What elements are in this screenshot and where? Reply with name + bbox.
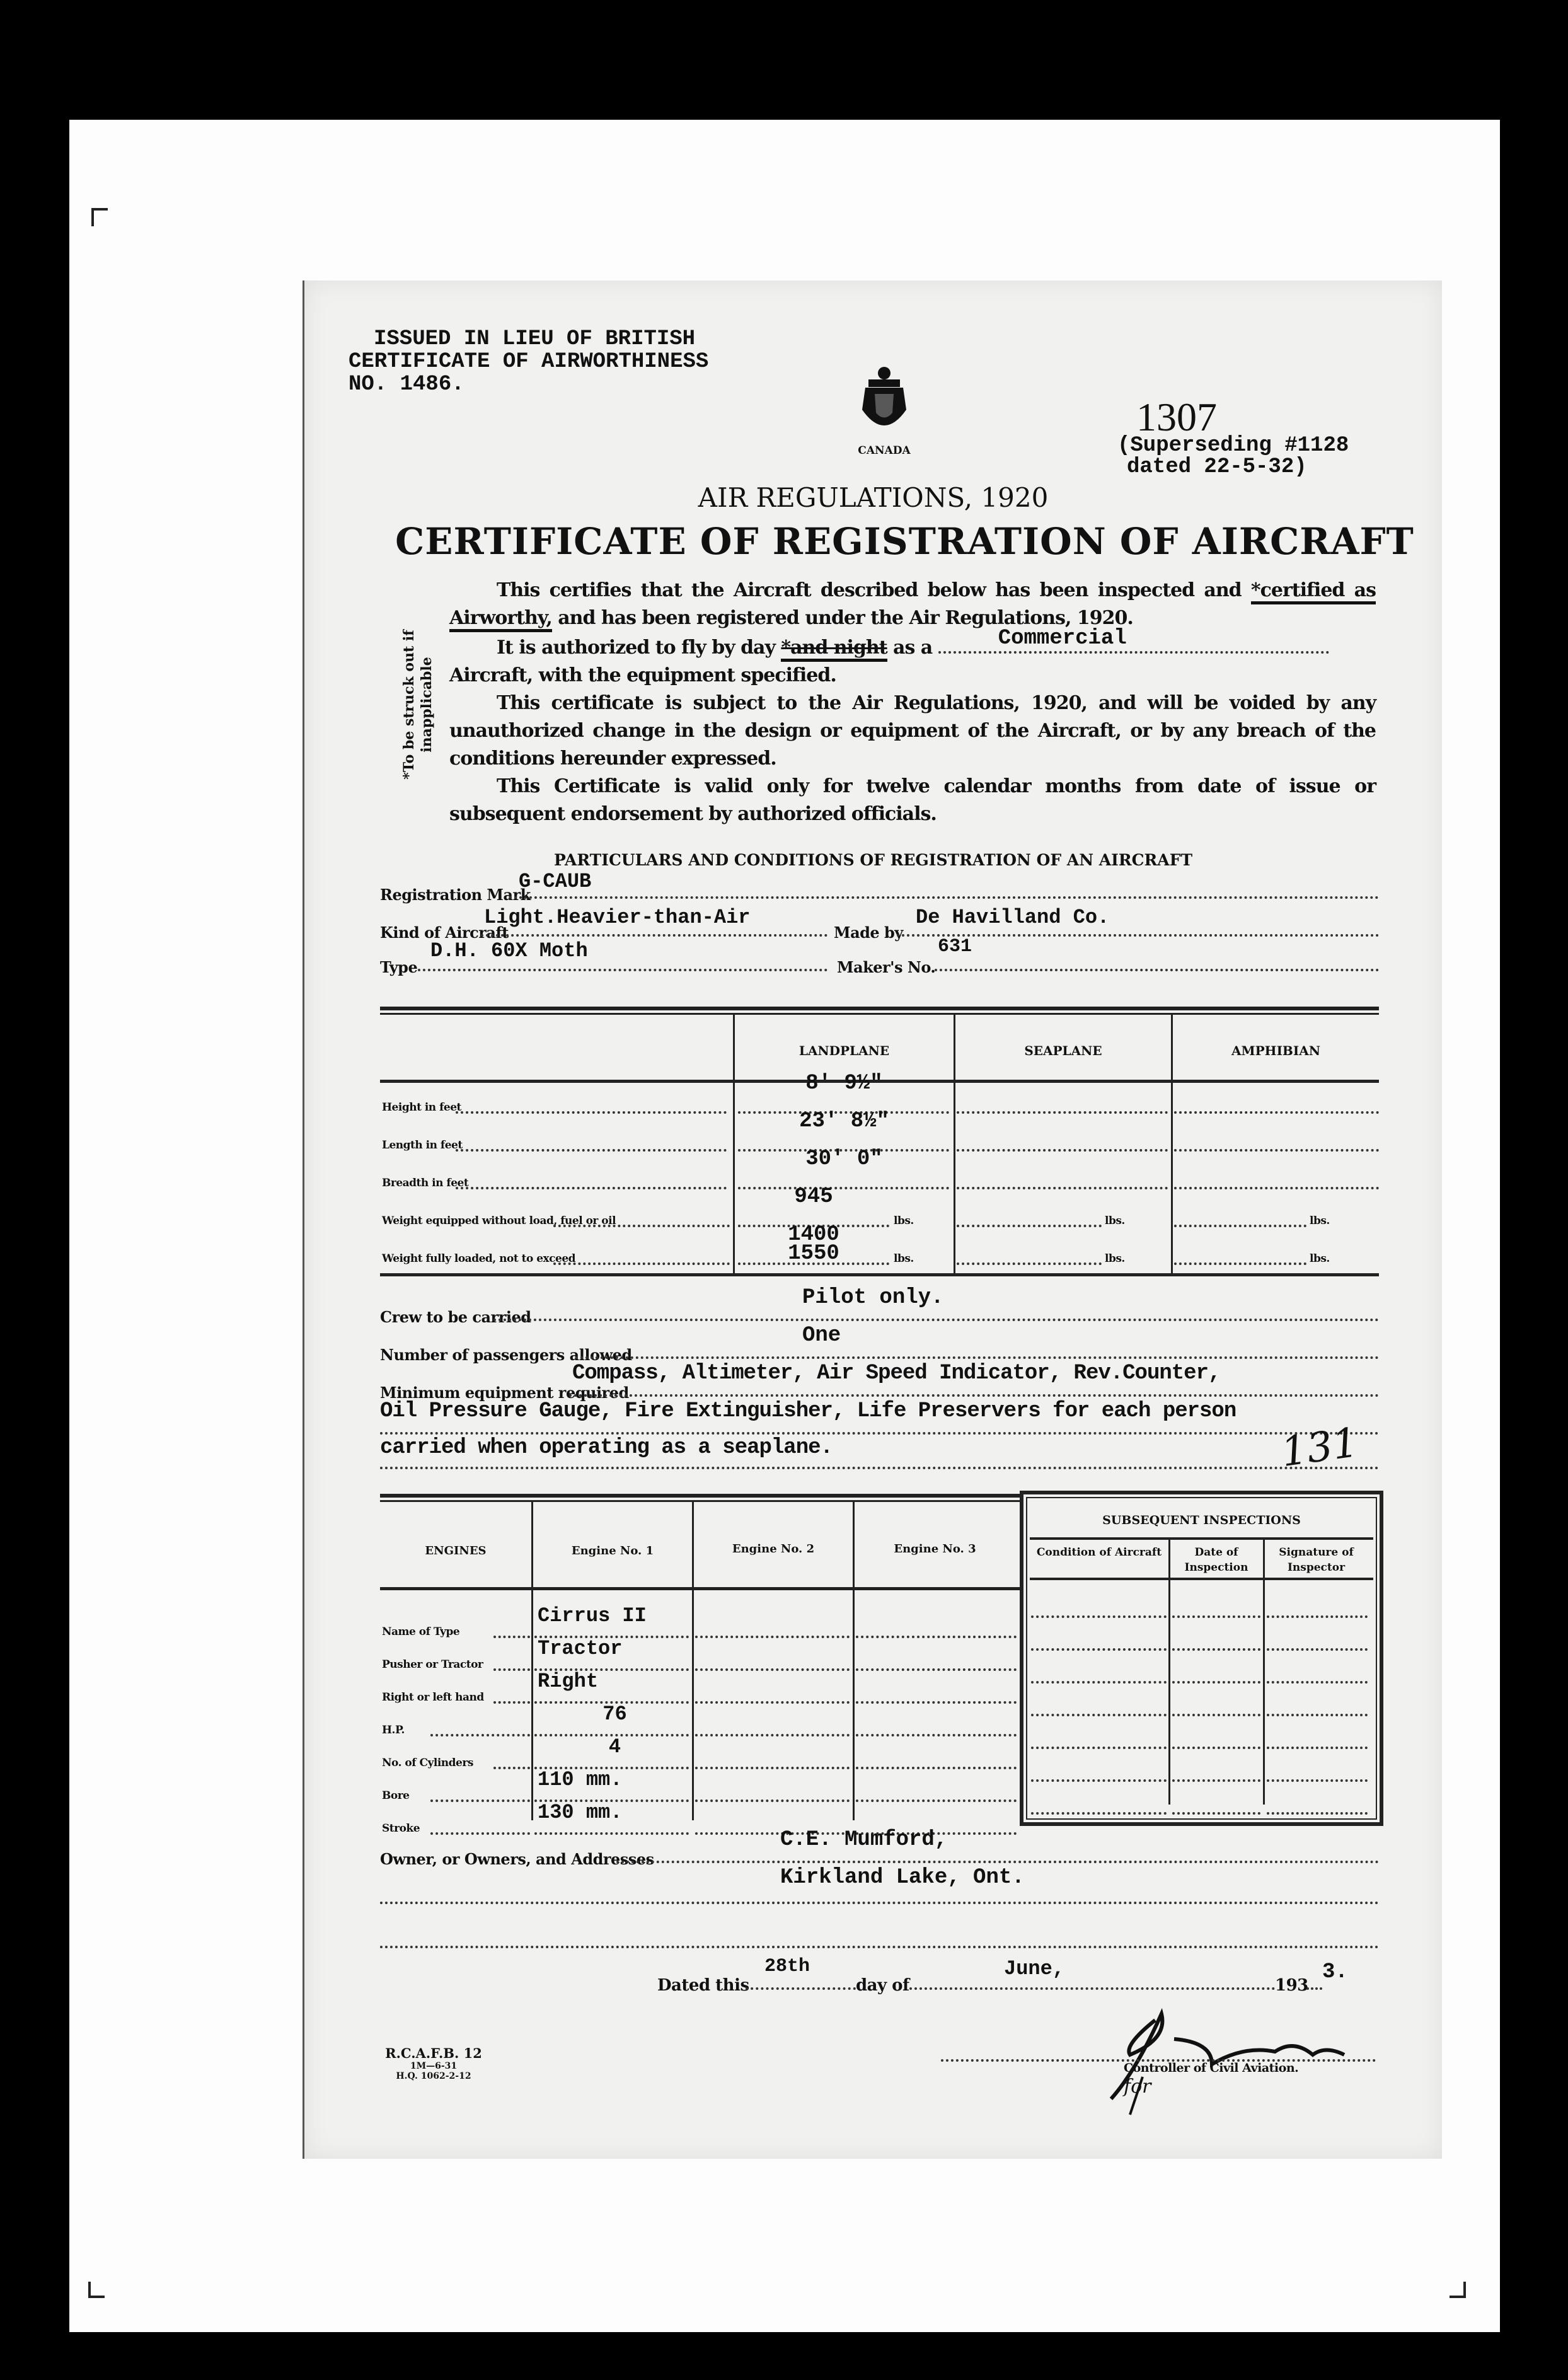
inspection-field: [1031, 1771, 1167, 1782]
engine-label-dots: [430, 1787, 530, 1802]
certificate-page: [303, 280, 1442, 2159]
crop-mark-bottom-left: [88, 2282, 105, 2298]
landplane-value: 23' 8½": [799, 1109, 889, 1133]
dimension-dots: [456, 1136, 727, 1152]
owner-label: Owner, or Owners, and Addresses: [380, 1850, 654, 1868]
table-top-rule-2: [380, 1013, 1379, 1015]
landplane-value: 30' 0": [805, 1147, 883, 1171]
engine-label-dots: [430, 1820, 530, 1835]
amphibian-field: [1174, 1099, 1379, 1114]
crop-mark-bottom-right: [1450, 2282, 1466, 2298]
engine-1-value: Right: [538, 1670, 599, 1693]
engine-1-value: Tractor: [538, 1637, 623, 1660]
inspection-field: [1172, 1705, 1260, 1716]
column-header-amphibian: AMPHIBIAN: [1231, 1043, 1320, 1058]
inspection-field: [1031, 1639, 1167, 1651]
inspection-field: [1172, 1639, 1260, 1651]
engine-label-dots: [493, 1623, 530, 1638]
equipment-line-1: Compass, Altimeter, Air Speed Indicator, Rev.Counter,: [572, 1361, 1221, 1385]
table-bottom-rule: [380, 1273, 1379, 1276]
crop-mark-top-left: [91, 208, 108, 226]
engine-row-label: No. of Cylinders: [382, 1757, 473, 1769]
engine-1-value: 110 mm.: [538, 1768, 623, 1791]
inspection-column-signature: Signature of Inspector: [1279, 1546, 1354, 1574]
engine-3-field: [856, 1656, 1017, 1671]
dimension-dots: [456, 1099, 727, 1114]
page-title: CERTIFICATE OF REGISTRATION OF AIRCRAFT: [395, 520, 1414, 563]
inspection-field: [1267, 1639, 1368, 1651]
lieu-note-line: CERTIFICATE OF AIRWORTHINESS: [349, 350, 709, 374]
underlined-text: *certified as Airworthy,: [449, 579, 1376, 632]
engine-label-dots: [493, 1754, 530, 1769]
paragraph-conditions: This certificate is subject to the Air Regulations, 1920, and will be voided by any unauthorized change in the design or equipment of the Aircraft, or by any breach of the conditions hereunder expressed.: [449, 692, 1376, 770]
inspection-field: [1267, 1607, 1368, 1618]
superseding-line: dated 22-5-32): [1127, 455, 1307, 479]
owner-field: [616, 1847, 1379, 1863]
text: It is authorized to fly by day: [497, 637, 781, 659]
engine-2-field: [695, 1623, 850, 1638]
kind-value: Light.Heavier-than-Air: [484, 906, 751, 929]
coat-of-arms-icon: [856, 366, 913, 441]
side-note-line: inapplicable: [418, 657, 435, 753]
engine-1-value: Cirrus II: [538, 1604, 647, 1627]
engine-2-field: [695, 1689, 850, 1704]
text: as a: [887, 637, 933, 659]
handwritten-note: 131: [1278, 1419, 1361, 1477]
inspection-field: [1267, 1771, 1368, 1782]
landplane-value: 1400: [788, 1223, 839, 1247]
inspections-title: SUBSEQUENT INSPECTIONS: [1102, 1513, 1301, 1527]
unit-lbs: lbs.: [894, 1215, 914, 1227]
lieu-note: [349, 328, 708, 396]
inspection-field: [1172, 1738, 1260, 1749]
engine-3-field: [856, 1787, 1017, 1802]
unit-lbs: lbs.: [1310, 1215, 1330, 1227]
day-of-label: day of: [856, 1976, 909, 1995]
kind-label: Kind of Aircraft: [380, 923, 509, 942]
crew-label: Crew to be carried: [380, 1308, 531, 1326]
dimension-dots: [553, 1250, 730, 1265]
usage-value: Commercial: [998, 627, 1127, 650]
inspection-field: [1031, 1705, 1167, 1716]
seaplane-field: [957, 1250, 1102, 1265]
inspection-field: [1267, 1803, 1368, 1815]
dimension-dots: [456, 1174, 727, 1189]
column-header-seaplane: SEAPLANE: [1024, 1043, 1102, 1058]
engine-1-value: 76: [602, 1702, 627, 1726]
engine-2-field: [695, 1754, 850, 1769]
dimension-label: Weight fully loaded, not to exceed: [382, 1252, 576, 1265]
passengers-value: One: [802, 1324, 841, 1348]
landplane-alt-value: 1550: [788, 1242, 839, 1266]
dimension-label: Weight equipped without load, fuel or oil: [382, 1215, 616, 1227]
struck-text: *and night: [781, 637, 887, 662]
type-label: Type: [380, 958, 418, 976]
month-field: [909, 1973, 1275, 1990]
form-code-line: R.C.A.F.B. 12: [385, 2045, 482, 2061]
engine-2-field: [695, 1656, 850, 1671]
superseding-line: (Superseding #1128: [1117, 434, 1349, 458]
dated-label: Dated this: [657, 1976, 749, 1995]
seaplane-field: [957, 1136, 1168, 1152]
text: and has been registered under the Air Regulations, 1920.: [551, 607, 1133, 629]
signature-for: for: [1124, 2076, 1151, 2098]
engine-row-label: Bore: [382, 1789, 410, 1802]
passengers-field: [575, 1343, 1379, 1359]
day-value: 28th: [764, 1956, 810, 1977]
side-note: [393, 608, 443, 816]
paragraph-validity: This Certificate is valid only for twelve calendar months from date of issue or subsequent endorsement by authorized officials.: [449, 775, 1376, 825]
engine-3-header: Engine No. 3: [894, 1542, 976, 1556]
inspections-header-rule: [1030, 1578, 1373, 1580]
engine-row-label: Stroke: [382, 1822, 420, 1835]
unit-lbs: lbs.: [1105, 1252, 1125, 1265]
dimension-label: Breadth in feet: [382, 1177, 469, 1189]
engine-label-dots: [493, 1656, 530, 1671]
owner-address-field: [380, 1888, 1379, 1904]
inspection-field: [1172, 1803, 1260, 1815]
registration-mark-label: Registration Mark: [380, 886, 531, 904]
makers-no-value: 631: [938, 936, 972, 957]
emblem-label: CANADA: [858, 444, 911, 457]
engines-top-rule-2: [380, 1500, 1020, 1502]
engine-row-label: Pusher or Tractor: [382, 1658, 483, 1671]
table-top-rule: [380, 1007, 1379, 1010]
inspection-field: [1267, 1705, 1368, 1716]
engine-3-field: [856, 1623, 1017, 1638]
engine-3-field: [856, 1754, 1017, 1769]
engines-top-rule: [380, 1494, 1020, 1498]
makers-no-label: Maker's No.: [837, 958, 936, 976]
superseding-note: [1117, 435, 1349, 478]
equipment-line-2: Oil Pressure Gauge, Fire Extinguisher, Life Preservers for each person: [380, 1399, 1237, 1423]
inspection-column-date: Date of Inspection: [1184, 1546, 1248, 1574]
makers-no-field: [935, 955, 1379, 971]
registration-mark-value: G-CAUB: [519, 870, 592, 893]
engines-header-rule: [380, 1587, 1020, 1590]
inspection-field: [1172, 1607, 1260, 1618]
amphibian-field: [1174, 1212, 1306, 1227]
registration-mark-field: [509, 882, 1379, 899]
engine-label-dots: [493, 1689, 530, 1704]
owner-name: C.E. Mumford,: [780, 1828, 948, 1852]
particulars-heading: PARTICULARS AND CONDITIONS OF REGISTRATION OF AN AIRCRAFT: [553, 851, 1193, 869]
engine-2-header: Engine No. 2: [732, 1542, 815, 1556]
dimension-label: Length in feet: [382, 1139, 463, 1152]
inspections-box: [1020, 1491, 1383, 1826]
form-code-line: 1M—6-31: [410, 2061, 458, 2071]
side-note-line: *To be struck out if: [401, 630, 417, 780]
signature-field: [941, 2045, 1376, 2062]
passengers-label: Number of passengers allowed: [380, 1346, 632, 1364]
text: This certifies that the Aircraft described below has been inspected and: [497, 579, 1251, 601]
lieu-note-line: NO. 1486.: [349, 373, 464, 396]
engine-label-dots: [430, 1721, 530, 1736]
engine-1-value: 130 mm.: [538, 1801, 623, 1824]
inspection-field: [1031, 1607, 1167, 1618]
engine-row-label: Right or left hand: [382, 1691, 484, 1704]
column-header-landplane: LANDPLANE: [798, 1043, 890, 1058]
engine-3-field: [856, 1689, 1017, 1704]
landplane-value: 945: [794, 1185, 833, 1209]
inspection-field: [1172, 1672, 1260, 1684]
unit-lbs: lbs.: [1310, 1252, 1330, 1265]
year-suffix: 3.: [1322, 1960, 1348, 1984]
seaplane-field: [957, 1212, 1102, 1227]
regulations-title: AIR REGULATIONS, 1920: [698, 482, 1049, 513]
certificate-body: [449, 577, 1376, 828]
signature-title: Controller of Civil Aviation.: [1124, 2061, 1299, 2075]
engine-row-label: Name of Type: [382, 1626, 460, 1638]
inspection-field: [1267, 1738, 1368, 1749]
year-field: [1306, 1973, 1322, 1990]
inspection-field: [1031, 1738, 1167, 1749]
type-value: D.H. 60X Moth: [430, 939, 588, 962]
made-by-value: De Havilland Co.: [916, 906, 1110, 929]
canada-coat-of-arms: [853, 366, 916, 457]
amphibian-field: [1174, 1136, 1379, 1152]
unit-lbs: lbs.: [1105, 1215, 1125, 1227]
amphibian-field: [1174, 1174, 1379, 1189]
dimension-label: Height in feet: [382, 1101, 461, 1114]
lieu-note-line: ISSUED IN LIEU OF BRITISH: [374, 327, 696, 351]
unit-lbs: lbs.: [894, 1252, 914, 1265]
inspection-field: [1031, 1672, 1167, 1684]
made-by-label: Made by: [834, 923, 903, 942]
inspection-field: [1267, 1672, 1368, 1684]
usage-field: [938, 627, 1329, 654]
landplane-value: 8' 9½": [805, 1072, 883, 1095]
inspection-column-condition: Condition of Aircraft: [1036, 1546, 1162, 1559]
inspections-rule: [1030, 1537, 1373, 1540]
owner-extra-field: [380, 1932, 1379, 1948]
seaplane-field: [957, 1174, 1168, 1189]
engine-3-field: [856, 1721, 1017, 1736]
seaplane-field: [957, 1099, 1168, 1114]
form-code-line: H.Q. 1062-2-12: [396, 2071, 471, 2081]
owner-address: Kirkland Lake, Ont.: [780, 1866, 1025, 1890]
engine-1-header: Engine No. 1: [571, 1544, 654, 1557]
dimension-dots: [553, 1212, 730, 1227]
equipment-label: Minimum equipment required: [380, 1384, 629, 1402]
form-codes: [380, 2045, 487, 2081]
engines-header: ENGINES: [425, 1544, 487, 1557]
month-value: June,: [1004, 1957, 1065, 1980]
certificate-number: 1307: [1136, 395, 1217, 439]
engine-2-field: [695, 1721, 850, 1736]
paragraph-authorized: [449, 627, 1376, 690]
equipment-line-3: carried when operating as a seaplane.: [380, 1436, 833, 1460]
engine-2-field: [695, 1787, 850, 1802]
inspection-field: [1031, 1803, 1167, 1815]
text: Aircraft, with the equipment specified.: [449, 664, 836, 686]
engine-1-value: 4: [608, 1735, 621, 1759]
engine-row-label: H.P.: [382, 1724, 405, 1736]
amphibian-field: [1174, 1250, 1306, 1265]
inspection-field: [1172, 1771, 1260, 1782]
paragraph-certifies: [449, 577, 1376, 632]
crew-value: Pilot only.: [802, 1286, 944, 1310]
year-prefix: 193: [1275, 1976, 1308, 1995]
